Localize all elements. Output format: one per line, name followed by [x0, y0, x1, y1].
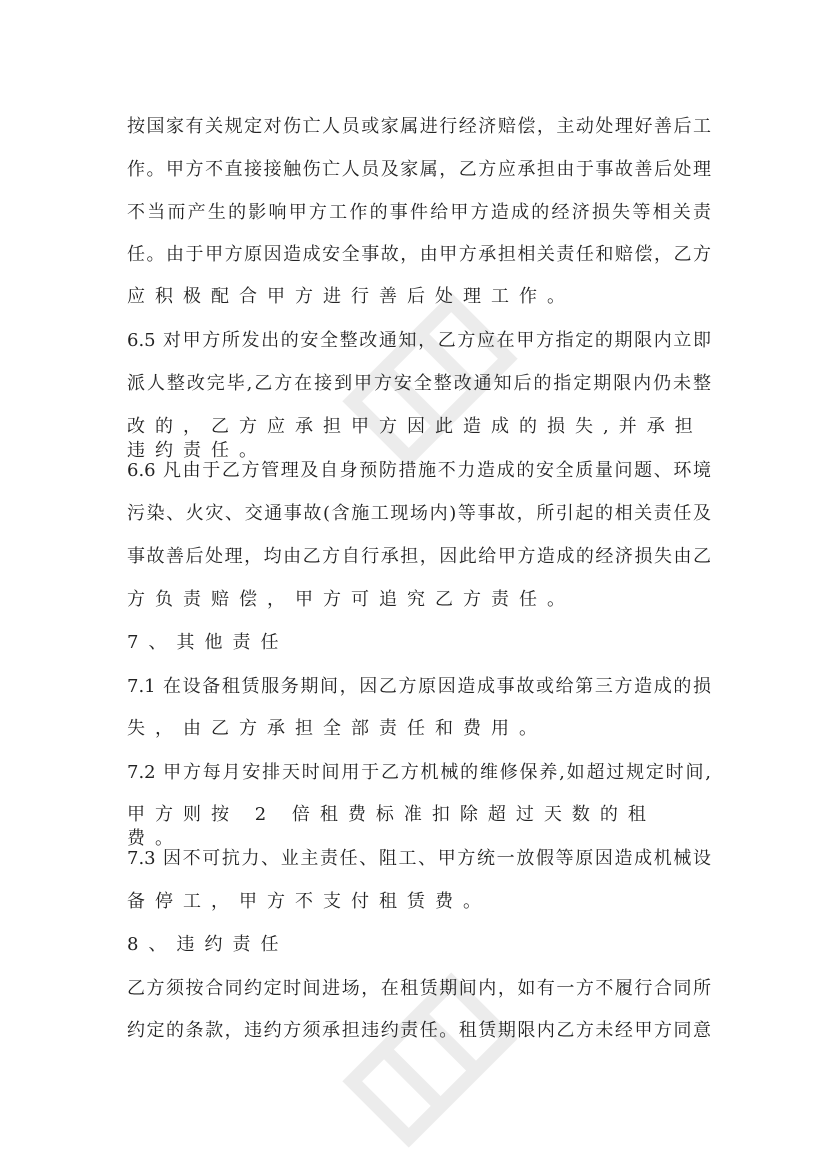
text-line: 不当而产生的影响甲方工作的事件给甲方造成的经济损失等相关责 — [127, 202, 711, 223]
text-line: 7.1 在设备租赁服务期间，因乙方原因造成事故或给第三方造成的损 — [127, 676, 711, 697]
text-line: 失，由乙方承担全部责任和费用。 — [127, 718, 547, 739]
text-line: 备停工，甲方不支付租赁费。 — [127, 891, 491, 912]
text-line: 甲方则按 2 倍租费标准扣除超过天数的租费。 — [127, 804, 656, 849]
text-line: 7.3 因不可抗力、业主责任、阻工、甲方统一放假等原因造成机械设 — [127, 848, 711, 869]
text-line: 应积极配合甲方进行善后处理工作。 — [127, 286, 575, 307]
text-line: 作。甲方不直接接触伤亡人员及家属，乙方应承担由于事故善后处理 — [127, 159, 711, 180]
text-line: 约定的条款，违约方须承担违约责任。租赁期限内乙方未经甲方同意 — [127, 1020, 711, 1041]
text-line: 污染、火灾、交通事故(含施工现场内)等事故，所引起的相关责任及 — [127, 503, 711, 524]
text-line: 乙方须按合同约定时间进场，在租赁期间内，如有一方不履行合同所 — [127, 978, 711, 999]
text-line: 事故善后处理，均由乙方自行承担，因此给甲方造成的经济损失由乙 — [127, 546, 711, 567]
text-line: 任。由于甲方原因造成安全事故，由甲方承担相关责任和赔偿，乙方 — [127, 244, 711, 265]
text-line: 6.6 凡由于乙方管理及自身预防措施不力造成的安全质量问题、环境 — [127, 460, 711, 481]
text-line: 8、违约责任 — [127, 934, 289, 955]
text-line: 改的，乙方应承担甲方因此造成的损失,并承担违约责任。 — [127, 416, 703, 461]
text-line: 7.2 甲方每月安排天时间用于乙方机械的维修保养,如超过规定时间, — [127, 762, 711, 783]
text-line: 6.5 对甲方所发出的安全整改通知，乙方应在甲方指定的期限内立即 — [127, 330, 711, 351]
text-line: 派人整改完毕,乙方在接到甲方安全整改通知后的指定期限内仍未整 — [127, 373, 711, 394]
text-line: 方负责赔偿，甲方可追究乙方责任。 — [127, 589, 575, 610]
text-line: 7、其他责任 — [127, 632, 289, 653]
text-line: 按国家有关规定对伤亡人员或家属进行经济赔偿，主动处理好善后工 — [127, 116, 711, 137]
